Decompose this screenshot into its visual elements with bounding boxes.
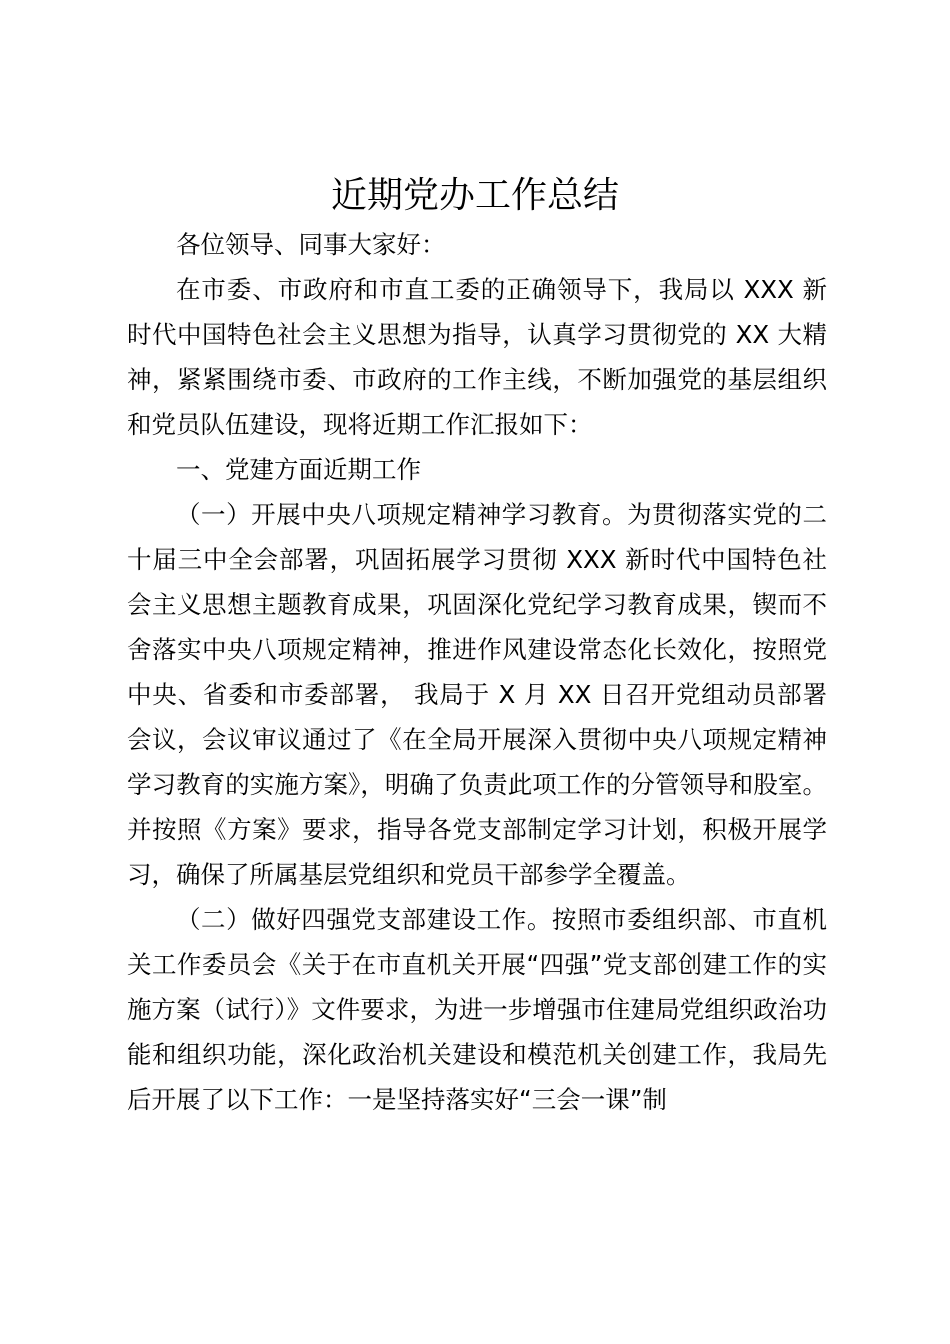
item-one-paragraph: （一）开展中央八项规定精神学习教育。为贯彻落实党的二十届三中全会部署，巩固拓展学习贯彻 XXX 新时代中国特色社会主义思想主题教育成果，巩固深化党纪学习教育成果，锲而不舍落实中央八项规定精神，推进作风建设常态化长效化，按照党中央、省委和市委部署， 我局于 X 月 XX 日召开党组动员部署会议，会议审议通过了《在全局开展深入贯彻中央八项规定精神学习教育的实施方案》，明确了负责此项工作的分管领导和股室。并按照《方案》要求，指导各党支部制定学习计划，积极开展学习，确保了所属基层党组织和党员干部参学全覆盖。 xyxy=(127,500,827,889)
section-heading: 一、党建方面近期工作 xyxy=(176,455,421,484)
item-two-paragraph: （二）做好四强党支部建设工作。按照市委组织部、市直机关工作委员会《关于在市直机关开展“四强”党支部创建工作的实施方案（试行）》文件要求，为进一步增强市住建局党组织政治功能和组织功能，深化政治机关建设和模范机关创建工作，我局先后开展了以下工作：一是坚持落实好“三会一课”制 xyxy=(127,905,827,1114)
greeting-paragraph: 各位领导、同事大家好： xyxy=(176,230,446,259)
document-title: 近期党办工作总结 xyxy=(330,175,619,216)
document-body xyxy=(127,222,827,1122)
intro-paragraph: 在市委、市政府和市直工委的正确领导下，我局以 XXX 新时代中国特色社会主义思想为指导，认真学习贯彻党的 XX 大精神，紧紧围绕市委、市政府的工作主线，不断加强党的基层组织和党员队伍建设，现将近期工作汇报如下： xyxy=(127,275,827,439)
